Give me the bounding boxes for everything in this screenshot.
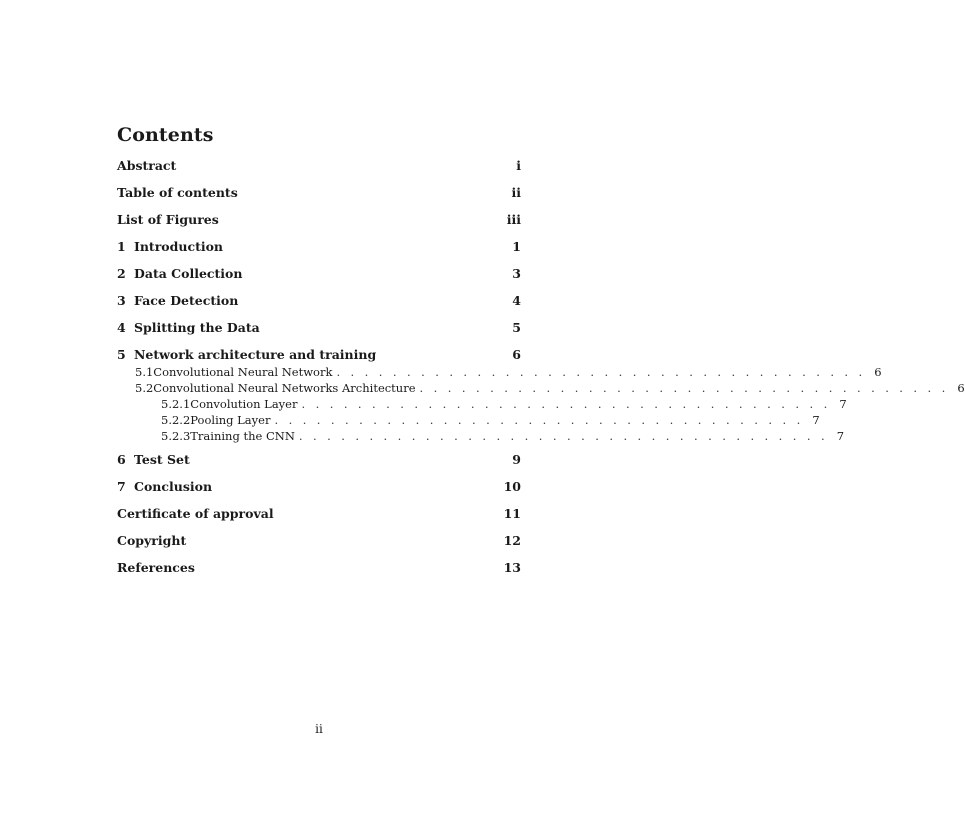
- footer-page-number: ii: [315, 722, 323, 736]
- toc-entry-title: Convolutional Neural Networks Architecture: [153, 381, 416, 395]
- toc-entry-number: 5.1: [135, 365, 154, 379]
- toc-entry-title: Convolution Layer: [190, 397, 298, 411]
- toc-entry-title: Training the CNN: [190, 429, 295, 443]
- toc-entry-copyright[interactable]: [117, 533, 521, 548]
- toc-entry-cnn[interactable]: [117, 365, 882, 379]
- toc-entry-title: Abstract: [117, 158, 177, 173]
- toc-entry-title: References: [117, 560, 195, 575]
- toc-entry-page: iii: [506, 212, 521, 227]
- toc-entry-number: 5: [117, 347, 126, 362]
- toc-leader-dots: . . . . . . . . . . . . . . . . . . . . . . . . . . . . . . . . . . . . . .: [336, 365, 866, 379]
- toc-entry-number: 1: [117, 239, 126, 254]
- toc-entry-network-architecture[interactable]: [117, 347, 521, 362]
- toc-entry-title: Pooling Layer: [190, 413, 271, 427]
- toc-leader-dots: . . . . . . . . . . . . . . . . . . . . . . . . . . . . . . . . . . . . . .: [298, 429, 829, 443]
- toc-entry-title: Data Collection: [134, 266, 243, 281]
- toc-entry-title: Convolutional Neural Network: [153, 365, 333, 379]
- toc-entry-page: 11: [503, 506, 521, 521]
- toc-entry-references[interactable]: [117, 560, 521, 575]
- toc-entry-title: List of Figures: [117, 212, 219, 227]
- toc-entry-conclusion[interactable]: [117, 479, 521, 494]
- toc-entry-page: 1: [512, 239, 521, 254]
- contents-heading: Contents: [117, 124, 214, 146]
- toc-entry-title: Table of contents: [117, 185, 238, 200]
- toc-entry-number: 7: [117, 479, 126, 494]
- toc-entry-page: 4: [512, 293, 521, 308]
- toc-entry-page: 6: [874, 365, 882, 379]
- toc-leader-dots: . . . . . . . . . . . . . . . . . . . . . . . . . . . . . . . . . . . . . .: [419, 381, 949, 395]
- toc-entry-convolution-layer[interactable]: [117, 397, 847, 411]
- toc-entry-page: i: [516, 158, 521, 173]
- toc-entry-number: 5.2: [135, 381, 154, 395]
- toc-entry-number: 5.2.2: [161, 413, 191, 427]
- toc-entry-title: Splitting the Data: [134, 320, 260, 335]
- toc-entry-number: 4: [117, 320, 126, 335]
- toc-entry-pooling-layer[interactable]: [117, 413, 820, 427]
- toc-entry-certificate-of-approval[interactable]: [117, 506, 521, 521]
- toc-entry-title: Test Set: [134, 452, 190, 467]
- toc-entry-title: Certificate of approval: [117, 506, 274, 521]
- toc-entry-page: 10: [503, 479, 521, 494]
- toc-entry-table-of-contents[interactable]: [117, 185, 521, 200]
- toc-entry-title: Copyright: [117, 533, 187, 548]
- toc-entry-page: 6: [512, 347, 521, 362]
- toc-entry-number: 3: [117, 293, 126, 308]
- toc-entry-introduction[interactable]: [117, 239, 521, 254]
- toc-entry-page: 3: [512, 266, 521, 281]
- toc-entry-face-detection[interactable]: [117, 293, 521, 308]
- toc-entry-number: 5.2.3: [161, 429, 191, 443]
- toc-entry-title: Face Detection: [134, 293, 239, 308]
- toc-entry-number: 2: [117, 266, 126, 281]
- toc-entry-page: 6: [957, 381, 965, 395]
- toc-entry-list-of-figures[interactable]: [117, 212, 521, 227]
- toc-entry-page: 12: [503, 533, 521, 548]
- toc-entry-cnn-architecture[interactable]: [117, 381, 965, 395]
- toc-entry-page: 9: [512, 452, 521, 467]
- toc-entry-page: 7: [836, 429, 845, 443]
- toc-leader-dots: . . . . . . . . . . . . . . . . . . . . . . . . . . . . . . . . . . . . . .: [274, 413, 804, 427]
- toc-entry-page: 7: [812, 413, 820, 427]
- toc-entry-page: 13: [503, 560, 521, 575]
- toc-entry-page: 5: [512, 320, 521, 335]
- toc-entry-title: Network architecture and training: [134, 347, 377, 362]
- toc-entry-test-set[interactable]: [117, 452, 521, 467]
- toc-entry-page: 7: [839, 397, 847, 411]
- toc-leader-dots: . . . . . . . . . . . . . . . . . . . . . . . . . . . . . . . . . . . . . .: [301, 397, 831, 411]
- toc-entry-abstract[interactable]: [117, 158, 521, 173]
- toc-entry-number: 5.2.1: [161, 397, 191, 411]
- toc-entry-number: 6: [117, 452, 126, 467]
- toc-entry-page: ii: [511, 185, 521, 200]
- toc-entry-training-the-cnn[interactable]: [117, 429, 845, 443]
- toc-entry-splitting-the-data[interactable]: [117, 320, 521, 335]
- toc-entry-data-collection[interactable]: [117, 266, 521, 281]
- toc-entry-title: Introduction: [134, 239, 224, 254]
- toc-entry-title: Conclusion: [134, 479, 213, 494]
